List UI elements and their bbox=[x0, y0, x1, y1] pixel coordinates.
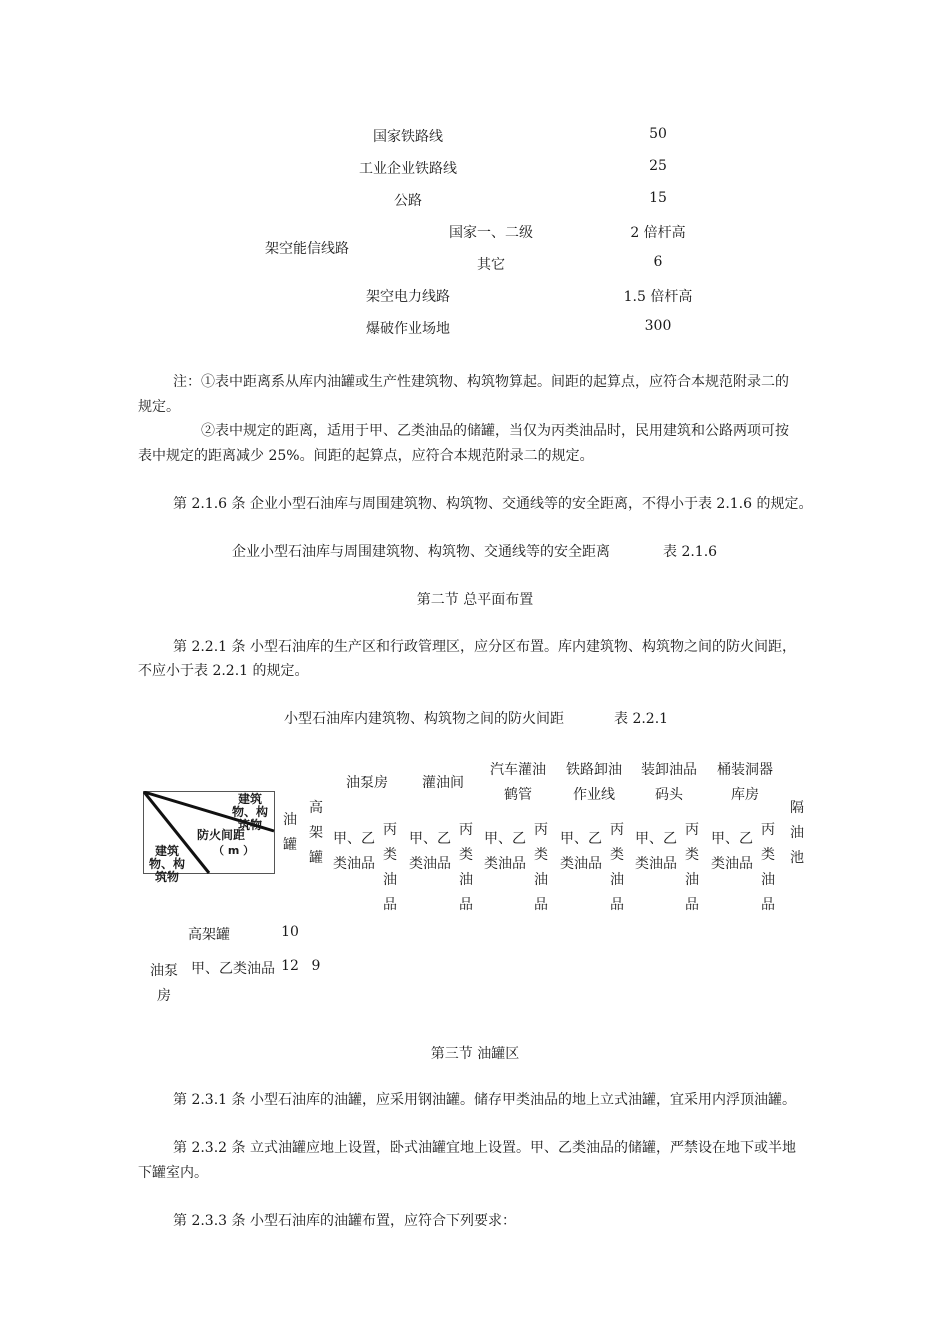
diag-mid-label: 防火间距 bbox=[197, 828, 246, 842]
col-group-header bbox=[629, 758, 709, 808]
cell-value: 12 bbox=[281, 958, 299, 974]
row-name: 爆破作业场地 bbox=[366, 321, 450, 337]
row-label: 甲、乙类油品 bbox=[191, 961, 275, 977]
col-group-header-line: 铁路卸油 bbox=[566, 762, 622, 778]
col-group-header bbox=[403, 771, 483, 796]
col-group-header-line: 灌油间 bbox=[422, 775, 464, 791]
row-value: 2 倍杆高 bbox=[630, 225, 686, 241]
row-subname: 其它 bbox=[477, 257, 505, 273]
subheader-class-ab: 甲、乙类油品 bbox=[560, 831, 602, 872]
subheader-class-ab: 甲、乙类油品 bbox=[711, 831, 753, 872]
article-2-3-2: 第 2.3.2 条 立式油罐应地上设置，卧式油罐宜地上设置。甲、乙类油品的储罐，严禁设在地下或半地 bbox=[173, 1140, 796, 1156]
subheader-class-c: 丙类油品 bbox=[534, 822, 548, 913]
col-header-elevated-tank: 高架罐 bbox=[309, 800, 323, 866]
row-value: 15 bbox=[649, 190, 667, 206]
row-value: 25 bbox=[649, 158, 667, 174]
article-2-2-1-cont: 不应小于表 2.2.1 的规定。 bbox=[138, 663, 309, 679]
col-group-header bbox=[705, 758, 785, 808]
diag-top-label: 建筑物、构筑物 bbox=[231, 792, 268, 832]
table-number: 表 2.2.1 bbox=[614, 711, 669, 727]
col-group-header-line: 库房 bbox=[731, 787, 759, 803]
subheader-class-ab: 甲、乙类油品 bbox=[484, 831, 526, 872]
table-title: 企业小型石油库与周围建筑物、构筑物、交通线等的安全距离 bbox=[232, 544, 610, 560]
section-heading: 第三节 油罐区 bbox=[430, 1046, 520, 1062]
col-header-separator: 隔油池 bbox=[790, 800, 804, 866]
row-name: 工业企业铁路线 bbox=[359, 161, 457, 177]
subheader-class-c: 丙类油品 bbox=[685, 822, 699, 913]
row-value: 1.5 倍杆高 bbox=[623, 289, 693, 305]
row-value: 50 bbox=[649, 126, 667, 142]
section-heading: 第二节 总平面布置 bbox=[416, 592, 534, 608]
row-name: 国家铁路线 bbox=[373, 129, 443, 145]
table-number: 表 2.1.6 bbox=[663, 544, 718, 560]
note-1: 注：①表中距离系从库内油罐或生产性建筑物、构筑物算起。间距的起算点，应符合本规范附录二的 bbox=[173, 374, 789, 390]
row-name: 架空能信线路 bbox=[265, 241, 349, 257]
note-2-cont: 表中规定的距离减少 25%。间距的起算点，应符合本规范附录二的规定。 bbox=[138, 448, 594, 464]
col-group-header-line: 汽车灌油 bbox=[490, 762, 546, 778]
subheader-class-c: 丙类油品 bbox=[761, 822, 775, 913]
col-group-header-line: 鹤管 bbox=[504, 787, 532, 803]
subheader-class-c: 丙类油品 bbox=[610, 822, 624, 913]
row-label: 高架罐 bbox=[188, 927, 230, 943]
diag-bottom-label: 建筑物、构筑物 bbox=[148, 844, 185, 884]
subheader-class-ab: 甲、乙类油品 bbox=[333, 831, 375, 872]
col-group-header-line: 作业线 bbox=[573, 787, 615, 803]
row-name: 架空电力线路 bbox=[366, 289, 450, 305]
row-group-label: 油泵房 bbox=[150, 963, 178, 1004]
row-value: 6 bbox=[653, 254, 663, 270]
col-group-header-line: 油泵房 bbox=[346, 775, 388, 791]
table-title: 小型石油库内建筑物、构筑物之间的防火间距 bbox=[284, 711, 564, 727]
row-value: 300 bbox=[644, 318, 672, 334]
col-group-header bbox=[327, 771, 407, 796]
subheader-class-c: 丙类油品 bbox=[459, 822, 473, 913]
col-header-tank: 油罐 bbox=[283, 812, 297, 853]
cell-value: 9 bbox=[311, 958, 321, 974]
col-group-header-line: 码头 bbox=[655, 787, 683, 803]
note-2: ②表中规定的距离，适用于甲、乙类油品的储罐，当仅为丙类油品时，民用建筑和公路两项可按 bbox=[201, 423, 789, 439]
col-group-header-line: 装卸油品 bbox=[641, 762, 697, 778]
article-2-2-1: 第 2.2.1 条 小型石油库的生产区和行政管理区，应分区布置。库内建筑物、构筑物之间的防火间距， bbox=[173, 639, 796, 655]
row-name: 公路 bbox=[394, 193, 422, 209]
subheader-class-c: 丙类油品 bbox=[383, 822, 397, 913]
article-2-3-2-cont: 下罐室内。 bbox=[138, 1165, 208, 1181]
subheader-class-ab: 甲、乙类油品 bbox=[409, 831, 451, 872]
col-group-header-line: 桶装洞器 bbox=[717, 762, 773, 778]
diag-unit: （ m ） bbox=[213, 844, 255, 857]
col-group-header bbox=[554, 758, 634, 808]
cell-value: 10 bbox=[281, 924, 299, 940]
subheader-class-ab: 甲、乙类油品 bbox=[635, 831, 677, 872]
diagonal-header-cell bbox=[143, 791, 275, 884]
row-subname: 国家一、二级 bbox=[449, 225, 533, 241]
article-2-3-1: 第 2.3.1 条 小型石油库的油罐，应采用钢油罐。储存甲类油品的地上立式油罐，宜采用内浮顶油罐。 bbox=[173, 1092, 796, 1108]
article-2-3-3: 第 2.3.3 条 小型石油库的油罐布置，应符合下列要求： bbox=[173, 1213, 516, 1229]
note-1-cont: 规定。 bbox=[138, 399, 180, 415]
col-group-header bbox=[478, 758, 558, 808]
article-2-1-6: 第 2.1.6 条 企业小型石油库与周围建筑物、构筑物、交通线等的安全距离，不得小于表 2.1.6 的规定。 bbox=[173, 496, 813, 512]
